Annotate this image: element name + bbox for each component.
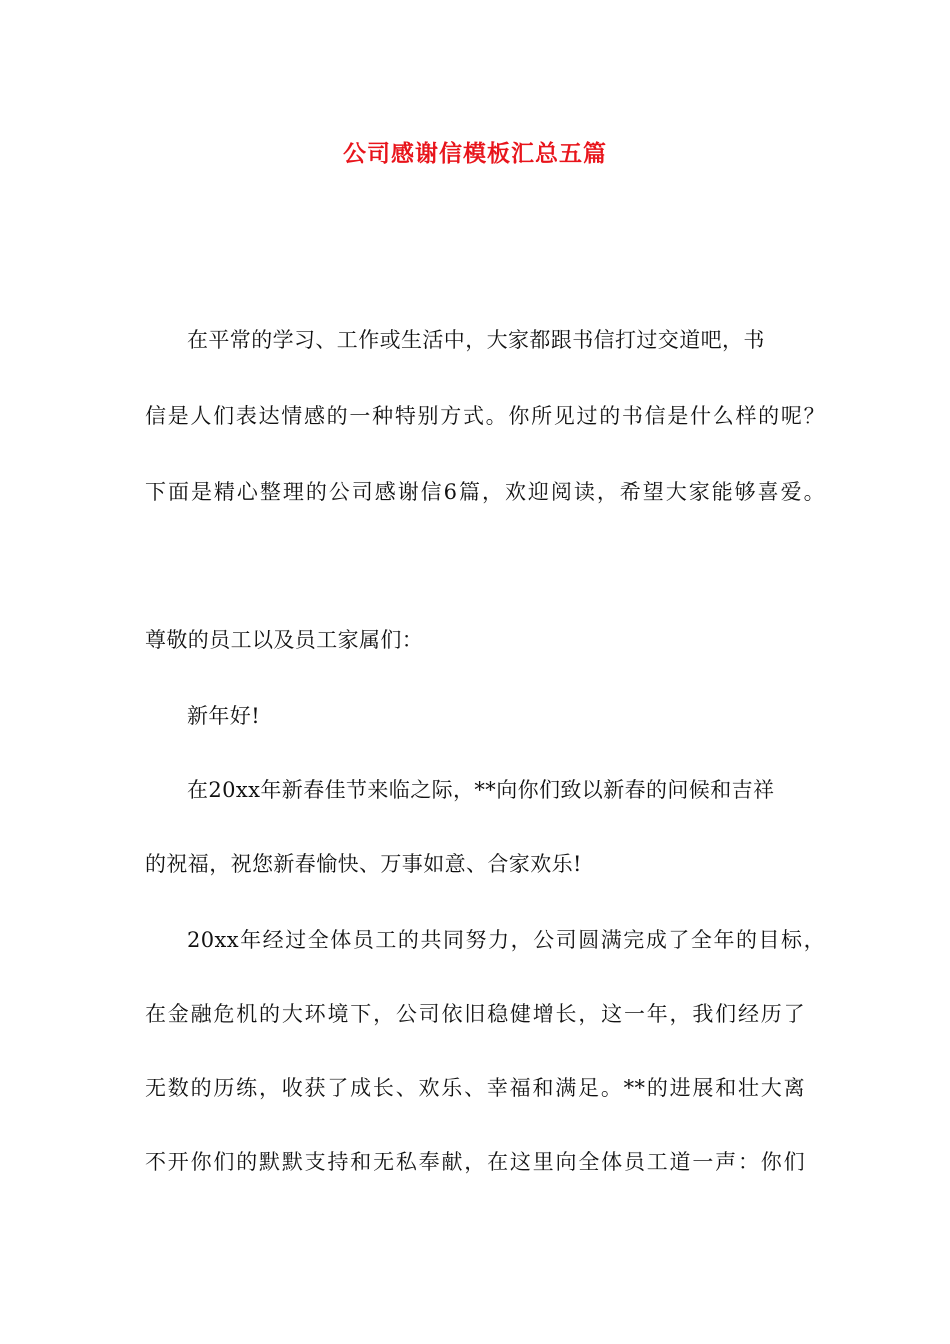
salutation: 尊敬的员工以及员工家属们： (145, 628, 424, 652)
paragraph-line: 在20xx年新春佳节来临之际，**向你们致以新春的问候和吉祥 (187, 778, 775, 802)
paragraph-line: 在金融危机的大环境下，公司依旧稳健增长，这一年，我们经历了 (145, 1002, 805, 1026)
paragraph-line: 的祝福，祝您新春愉快、万事如意、合家欢乐! (145, 852, 582, 876)
paragraph-line: 下面是精心整理的公司感谢信6篇，欢迎阅读，希望大家能够喜爱。 (145, 480, 825, 504)
paragraph-line: 信是人们表达情感的一种特别方式。你所见过的书信是什么样的呢？ (145, 404, 825, 428)
paragraph-line: 无数的历练，收获了成长、欢乐、幸福和满足。**的进展和壮大离 (145, 1076, 805, 1100)
paragraph-line: 20xx年经过全体员工的共同努力，公司圆满完成了全年的目标， (187, 928, 825, 952)
paragraph-line: 在平常的学习、工作或生活中，大家都跟书信打过交道吧，书 (187, 328, 765, 352)
paragraph-line: 不开你们的默默支持和无私奉献，在这里向全体员工道一声：你们 (145, 1150, 805, 1174)
greeting: 新年好! (187, 704, 261, 728)
document-title: 公司感谢信模板汇总五篇 (343, 140, 607, 167)
